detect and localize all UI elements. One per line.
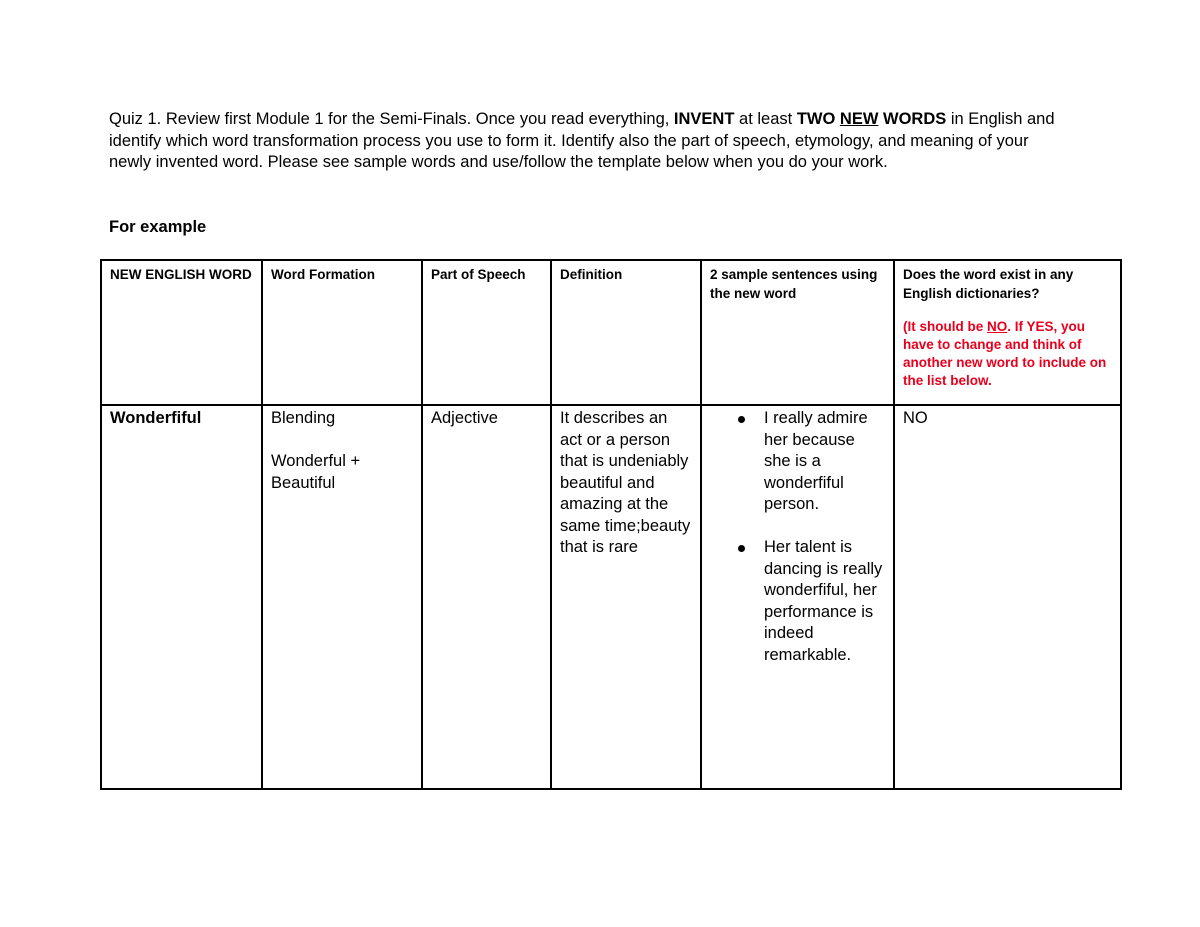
header-definition: Definition <box>551 260 701 405</box>
note-text-1: (It should be <box>903 319 987 334</box>
cell-dictionary-check: NO <box>894 405 1121 789</box>
sample-sentence-list <box>710 408 885 666</box>
note-text-2: . If YES, you have to change and think of another new word to include on the list below. <box>903 319 1107 388</box>
header-word-formation: Word Formation <box>262 260 422 405</box>
intro-new: NEW <box>839 110 879 128</box>
intro-words: WORDS <box>878 110 947 128</box>
quiz-instructions <box>109 109 1069 174</box>
intro-invent: INVENT <box>673 110 735 128</box>
example-heading: For example <box>109 218 207 236</box>
header-sample-sentences: 2 sample sentences using the new word <box>701 260 894 405</box>
cell-definition: It describes an act or a person that is undeniably beautiful and amazing at the same time;beauty that is rare <box>551 405 701 789</box>
table-header-row <box>101 260 1121 405</box>
intro-text-3: in English and identify which word transformation process you use to form it. Identify also the part of speech, etymology, and meaning of your newly invented word. Please see sample words and use/follow the template below when you do your work. <box>109 110 1055 171</box>
header-new-word: NEW ENGLISH WORD <box>101 260 262 405</box>
list-item: Her talent is dancing is really wonderfiful, her performance is indeed remarkable. <box>764 537 885 666</box>
cell-new-word: Wonderfiful <box>101 405 262 789</box>
cell-part-of-speech: Adjective <box>422 405 551 789</box>
cell-sample-sentences <box>701 405 894 789</box>
intro-text-2: at least <box>734 110 797 128</box>
formation-parts: Wonderful + Beautiful <box>271 452 361 492</box>
cell-word-formation <box>262 405 422 789</box>
note-no: NO <box>987 319 1008 334</box>
table-row <box>101 405 1121 789</box>
header-part-of-speech: Part of Speech <box>422 260 551 405</box>
intro-text-1: Quiz 1. Review first Module 1 for the Semi-Finals. Once you read everything, <box>109 110 674 128</box>
header-dictionary-note <box>903 318 1112 390</box>
header-dictionary-check <box>894 260 1121 405</box>
header-dictionary-question: Does the word exist in any English dictionaries? <box>903 267 1074 301</box>
word-template-table <box>100 259 1122 790</box>
list-item: I really admire her because she is a wonderfiful person. <box>764 408 885 516</box>
formation-type: Blending <box>271 409 336 427</box>
intro-two: TWO <box>796 110 836 128</box>
